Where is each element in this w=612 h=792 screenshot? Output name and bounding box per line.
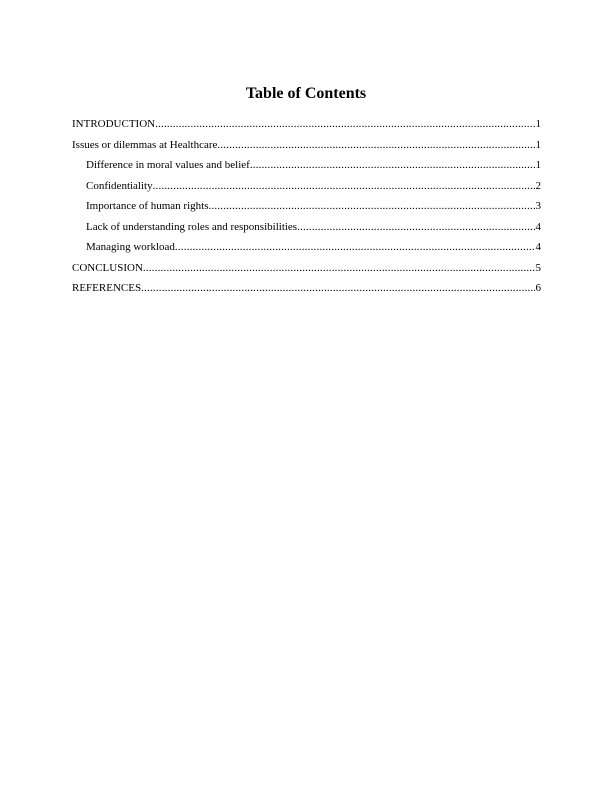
- toc-entry-text: Lack of understanding roles and responsibilities: [86, 220, 298, 233]
- toc-entry-references[interactable]: [72, 281, 541, 302]
- toc-dot-leader: [250, 158, 535, 172]
- toc-entry-lack-of-understanding-roles[interactable]: [72, 220, 541, 241]
- toc-dot-leader: [155, 117, 534, 131]
- toc-dot-leader: [153, 179, 535, 193]
- toc-page-number: 5: [535, 261, 541, 274]
- toc-entry-text: Issues or dilemmas at Healthcare: [72, 138, 218, 151]
- toc-entry-text: Importance of human rights: [86, 200, 209, 212]
- toc-dot-leader: [209, 199, 535, 213]
- toc-page-number: 4: [535, 241, 541, 253]
- toc-dot-leader: [175, 240, 535, 254]
- toc-entry-issues-or-dilemmas[interactable]: [72, 138, 541, 159]
- toc-entry-confidentiality[interactable]: [72, 179, 541, 200]
- toc-page-number: 4: [535, 220, 541, 233]
- toc-page-number: 1: [535, 138, 541, 151]
- toc-entry-text: Managing workload: [86, 241, 175, 253]
- toc-entry-text: Confidentiality: [86, 179, 153, 192]
- toc-entry-introduction[interactable]: [72, 117, 541, 138]
- toc-entry-importance-of-human-rights[interactable]: [72, 199, 541, 220]
- toc-title: Table of Contents: [245, 85, 367, 102]
- toc-dot-leader: [143, 261, 535, 275]
- toc-page-number: 1: [535, 118, 541, 130]
- toc-dot-leader: [217, 138, 534, 152]
- toc-dot-leader: [141, 281, 534, 295]
- toc-dot-leader: [297, 220, 534, 234]
- toc-entry-managing-workload[interactable]: [72, 240, 541, 261]
- toc-page-number: 2: [535, 179, 541, 192]
- toc-page-number: 6: [535, 282, 541, 294]
- toc-entry-text: INTRODUCTION: [72, 118, 156, 130]
- toc-page-number: 1: [535, 159, 541, 171]
- toc-page-number: 3: [535, 200, 541, 212]
- toc-entry-text: CONCLUSION: [72, 261, 143, 274]
- toc-list: [72, 117, 541, 302]
- toc-entry-difference-in-moral-values[interactable]: [72, 158, 541, 179]
- toc-entry-text: Difference in moral values and belief: [86, 159, 250, 171]
- toc-entry-conclusion[interactable]: [72, 261, 541, 282]
- toc-entry-text: REFERENCES: [72, 282, 142, 294]
